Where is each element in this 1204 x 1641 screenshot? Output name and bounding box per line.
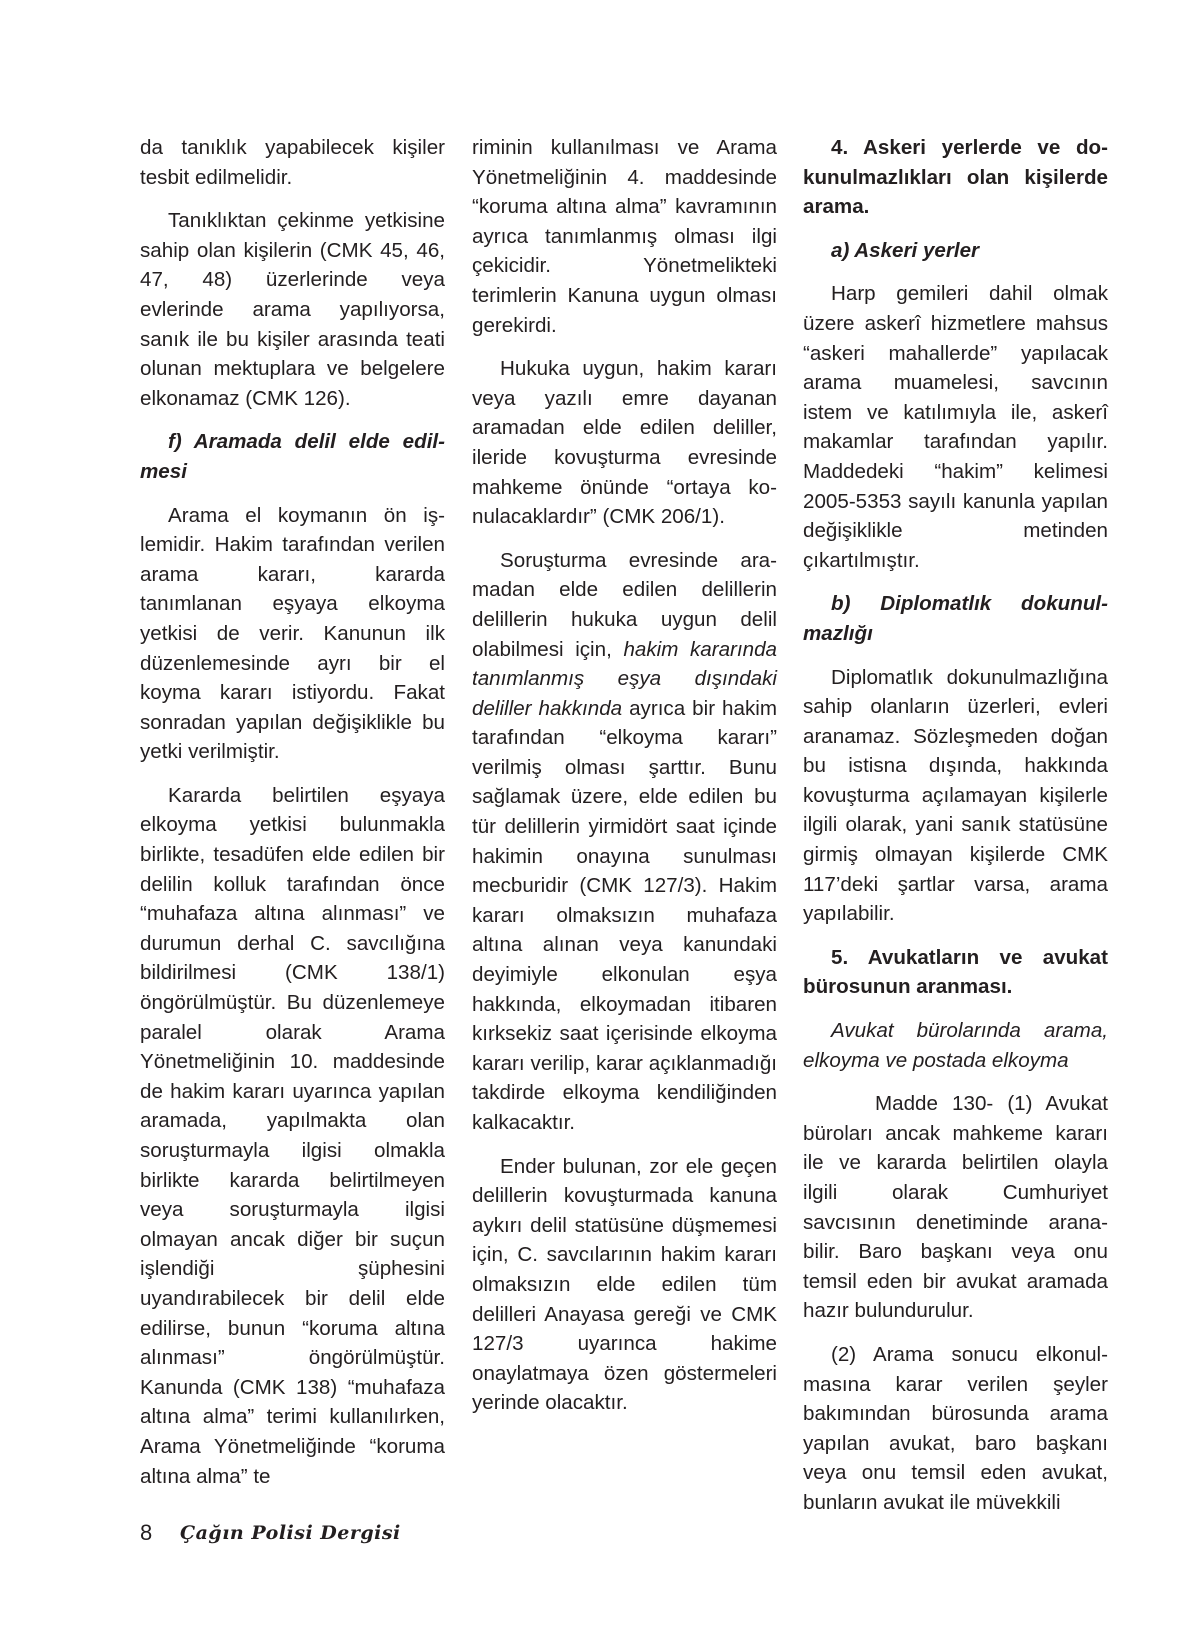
paragraph: [803, 1340, 1108, 1518]
paragraph: [803, 663, 1108, 929]
paragraph-text: Soruşturma evresinde aramadan elde edilen delillerin delillerin hukuka uygun delil olabilmesi için,: [472, 548, 777, 661]
paragraph-text: Hukuka uygun, hakim kararı veya yazılı emre dayanan aramadan elde edilen deliller, ileride kovuşturma evresinde mahkeme önünde “ortaya konulacaklardır” (CMK 206/1).: [472, 357, 777, 529]
paragraph-text: Kararda belirtilen eşyaya elkoyma yetkisi bulunmakla birlikte, tesadüfen elde edilen bir delilin kolluk tarafından önce “muhafaza altına alınması” ve durumun derhal C. savcılığına bildirilmesi (CMK 138/1) öngörülmüştür. Bu düzenlemeye paralel olarak Arama Yönetmeliğinin 10. maddesinde de hakim kararı uyarınca yapılan aramada, yapılmakta olan soruşturmayla ilgisi olmakla birlikte kararda belirtilmeyen veya soruşturmayla ilgisi olmayan ancak diğer bir suçun işlendiği şüphesini uyandırabilecek bir delil elde edilirse, bunun “koruma altına alınması” öngörülmüştür. Kanunda (CMK 138) “muhafaza altına alma” terimi kullanılırken, Arama Yönetmeliğinde “koruma altına alma” te: [140, 783, 445, 1488]
paragraph-text: b) Diplomatlık dokunulmazlığı: [803, 592, 1108, 645]
paragraph-text: ayrıca bir hakim tarafından “elkoyma kararı” verilmiş olması şarttır. Bunu sağlamak üzere, elde edilen bu tür delillerin yirmidört saat içinde hakimin onayına sunulması mecburidir (CMK 127/3). Hakim kararı olmaksızın muhafaza altına alınan veya kanundaki deyimiyle elkonulan eşya hakkında, elkoymadan itibaren kırksekiz saat içerisinde elkoyma kararı verilip, karar açıklanmadığı takdirde elkoyma kendiliğinden kalkacaktır.: [472, 696, 777, 1134]
paragraph: [140, 501, 445, 767]
paragraph-text: f) Aramada delil elde edilmesi: [140, 430, 445, 483]
page-number: 8: [140, 1520, 153, 1545]
paragraph-text: a) Askeri yerler: [831, 238, 980, 262]
paragraph: [472, 1152, 777, 1418]
paragraph: [140, 206, 445, 413]
paragraph-continuation: [140, 133, 445, 192]
text-column-3: [803, 133, 1108, 1532]
paragraph-text: riminin kullanılması ve Arama Yönetmeliğinin 4. maddesinde “koruma altına alma” kavramının ayrıca tanımlanmış olması ilgi çekicidir. Yönetmelikteki terimlerin Kanuna uygun olması gerekirdi.: [472, 136, 777, 337]
article-paragraph: [803, 1089, 1108, 1326]
emphasized-text: hakim kararında tanımlanmış eşya dışındaki deliller hakkında: [472, 637, 777, 720]
paragraph-continuation: [472, 133, 777, 340]
section-heading: [803, 943, 1108, 1002]
paragraph-text: Ender bulunan, zor ele geçen delillerin kovuşturmada kanuna aykırı delil statüsüne düşmemesi için, C. savcılarının hakim kararı olmaksızın elde edilen tüm delilleri Anayasa gereği ve CMK 127/3 uyarınca hakime onaylatmaya özen göstermeleri yerinde olacaktır.: [472, 1154, 777, 1415]
paragraph-text: Arama el koymanın ön işlemidir. Hakim tarafından verilen arama kararı, kararda tanımlanan eşyaya elkoyma yetkisi de verir. Kanunun ilk düzenlemesinde ayrı bir el koyma kararı istiyordu. Fakat sonradan yapılan değişiklikle bu yetki verilmiştir.: [140, 503, 445, 764]
paragraph-text: Diplomatlık dokunulmazlığına sahip olanların üzerleri, evleri aranamaz. Sözleşmeden doğan bu istisna dışında, hakkında kovuşturma açılamayan kişilerle ilgili olarak, yani sanık statüsüne girmiş olmayan kişilerde CMK 117’deki şartlar varsa, arama yapılabilir.: [803, 665, 1108, 926]
paragraph-text: Tanıklıktan çekinme yetkisine sahip olan kişilerin (CMK 45, 46, 47, 48) üzerlerinde veya evlerinde arama yapılıyorsa, sanık ile bu kişiler arasında teati olunan mektuplara ve belgelere elkonamaz (CMK 126).: [140, 209, 445, 410]
paragraph: [472, 354, 777, 532]
italic-heading: [803, 1016, 1108, 1075]
paragraph-text: (2) Arama sonucu elkonulmasına karar verilen şeyler bakımından bürosunda arama yapılan avukat, baro başkanı veya onu temsil eden avukat, bunların avukat ile müvekkili: [803, 1342, 1108, 1514]
paragraph: [803, 279, 1108, 575]
section-heading: [803, 133, 1108, 222]
paragraph: [472, 546, 777, 1138]
paragraph-text: Madde 130- (1) Avukat büroları ancak mahkeme kararı ile ve kararda belirtilen olayla ilgili olarak Cumhuriyet savcısının denetiminde aranabilir. Baro başkanı veya onu temsil eden bir avukat aramada hazır bulundurulur.: [803, 1092, 1108, 1323]
subsection-heading: [140, 427, 445, 486]
text-column-2: [472, 133, 777, 1432]
paragraph-text: 5. Avukatların ve avukat bürosunun aranması.: [803, 945, 1108, 999]
text-column-1: [140, 133, 445, 1505]
subsection-heading: [803, 589, 1108, 648]
paragraph-text: Avukat bürolarında arama, elkoyma ve postada elkoyma: [803, 1019, 1108, 1072]
paragraph-text: Harp gemileri dahil olmak üzere askerî hizmetlere mahsus “askeri mahallerde” yapılacak arama muamelesi, savcının istem ve katılımıyla ile, askerî makamlar tarafından yapılır. Maddedeki “hakim” kelimesi 2005-5353 sayılı kanunla yapılan değişiklikle metinden çıkartılmıştır.: [803, 282, 1108, 572]
paragraph-text: 4. Askeri yerlerde ve dokunulmazlıkları olan kişilerde arama.: [803, 136, 1108, 219]
paragraph: [140, 781, 445, 1491]
journal-title: Çağın Polisi Dergisi: [180, 1522, 401, 1544]
paragraph-text: da tanıklık yapabilecek kişiler tesbit edilmelidir.: [140, 136, 445, 189]
subsection-heading: [803, 236, 1108, 266]
